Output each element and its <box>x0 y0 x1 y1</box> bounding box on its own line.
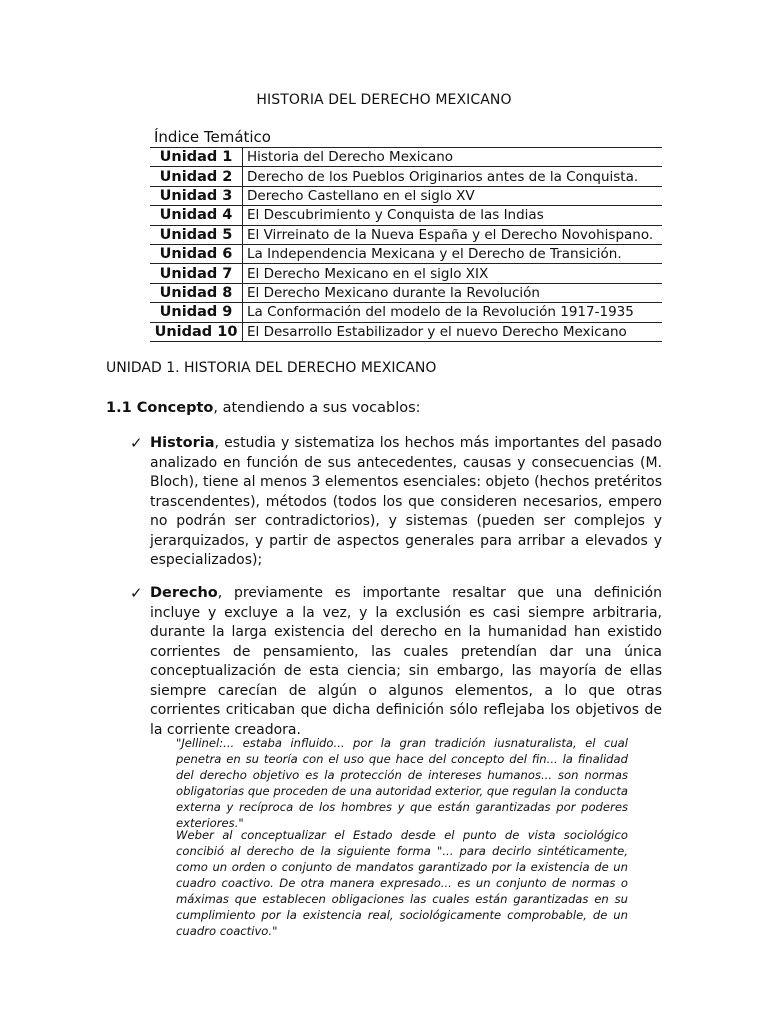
checkmark-icon: ✓ <box>130 584 143 602</box>
bullet-term: Historia <box>150 435 215 451</box>
index-row <box>150 264 662 283</box>
index-topic-cell: El Descubrimiento y Conquista de las Indias <box>243 206 663 225</box>
bullet-body: , previamente es importante resaltar que una definición incluye y excluye a la vez, y la exclusión es casi siempre arbitraria, durante la larga existencia del derecho en la humanidad han existido corrientes de pensamiento, las cuales pretendían dar una única conceptualización de esta ciencia; sin embargo, las mayoría de ellas siempre carecían de algún o algunos elementos, a lo que otras corrientes criticaban que dicha definición sólo reflejaba los objetivos de la corriente creadora. <box>150 585 662 738</box>
index-unit-cell: Unidad 7 <box>150 264 243 283</box>
index-table <box>150 147 662 342</box>
thematic-index <box>150 128 662 342</box>
bullet-historia <box>130 434 662 571</box>
index-topic-cell: La Conformación del modelo de la Revolución 1917-1935 <box>243 303 663 322</box>
index-unit-cell: Unidad 3 <box>150 186 243 205</box>
index-row <box>150 303 662 322</box>
index-row <box>150 148 662 167</box>
index-row <box>150 244 662 263</box>
bullet-term: Derecho <box>150 585 218 601</box>
index-unit-cell: Unidad 9 <box>150 303 243 322</box>
index-row <box>150 167 662 186</box>
checkmark-icon: ✓ <box>130 434 143 452</box>
index-row <box>150 186 662 205</box>
index-unit-cell: Unidad 8 <box>150 283 243 302</box>
index-topic-cell: Historia del Derecho Mexicano <box>243 148 663 167</box>
index-unit-cell: Unidad 5 <box>150 225 243 244</box>
quote-weber: Weber al conceptualizar el Estado desde el punto de vista sociológico concibió al derecho de la siguiente forma "... para decirlo sintéticamente, como un orden o conjunto de mandatos garantizado por la existencia de un cuadro coactivo. De otra manera expresado... es un conjunto de normas o máximas que establecen obligaciones las cuales están garantizadas en su cumplimiento por la existencia real, sociológicamente comprobable, de un cuadro coactivo." <box>176 828 628 938</box>
index-topic-cell: Derecho Castellano en el siglo XV <box>243 186 663 205</box>
index-unit-cell: Unidad 10 <box>150 322 243 341</box>
index-unit-cell: Unidad 4 <box>150 206 243 225</box>
index-row <box>150 206 662 225</box>
index-row <box>150 283 662 302</box>
index-unit-cell: Unidad 1 <box>150 148 243 167</box>
index-row <box>150 322 662 341</box>
bullet-body: , estudia y sistematiza los hechos más importantes del pasado analizado en función de sus antecedentes, causas y consecuencias (M. Bloch), tiene al menos 3 elementos esenciales: objeto (hechos pretéritos trascendentes), métodos (todos los que consideren necesarios, empero no podrán ser contradictorios), y sistemas (pueden ser complejos y jerarquizados, y partir de aspectos generales para arribar a elevados y especializados); <box>150 435 662 568</box>
index-topic-cell: La Independencia Mexicana y el Derecho de Transición. <box>243 244 663 263</box>
index-topic-cell: El Desarrollo Estabilizador y el nuevo Derecho Mexicano <box>243 322 663 341</box>
concept-label: 1.1 Concepto <box>106 400 214 416</box>
concept-line <box>106 400 421 416</box>
unit-heading: UNIDAD 1. HISTORIA DEL DERECHO MEXICANO <box>106 360 437 376</box>
index-topic-cell: El Derecho Mexicano durante la Revolución <box>243 283 663 302</box>
index-topic-cell: El Derecho Mexicano en el siglo XIX <box>243 264 663 283</box>
bullet-text <box>150 584 662 740</box>
bullet-text <box>150 434 662 571</box>
index-unit-cell: Unidad 2 <box>150 167 243 186</box>
index-unit-cell: Unidad 6 <box>150 244 243 263</box>
index-heading: Índice Temático <box>154 128 271 146</box>
index-topic-cell: Derecho de los Pueblos Originarios antes de la Conquista. <box>243 167 663 186</box>
index-topic-cell: El Virreinato de la Nueva España y el Derecho Novohispano. <box>243 225 663 244</box>
document-title: HISTORIA DEL DERECHO MEXICANO <box>256 92 512 108</box>
quote-jellinek: "Jellinel:... estaba influido... por la gran tradición iusnaturalista, el cual penetra en su teoría con el uso que hace del concepto del fin... la finalidad del derecho objetivo es la protección de intereses humanos... son normas obligatorias que proceden de una autoridad exterior, que regulan la conducta externa y recíproca de los hombres y que están garantizadas por poderes exteriores." <box>176 736 628 830</box>
concept-rest: , atendiendo a sus vocablos: <box>213 400 421 416</box>
index-row <box>150 225 662 244</box>
bullet-derecho <box>130 584 662 740</box>
